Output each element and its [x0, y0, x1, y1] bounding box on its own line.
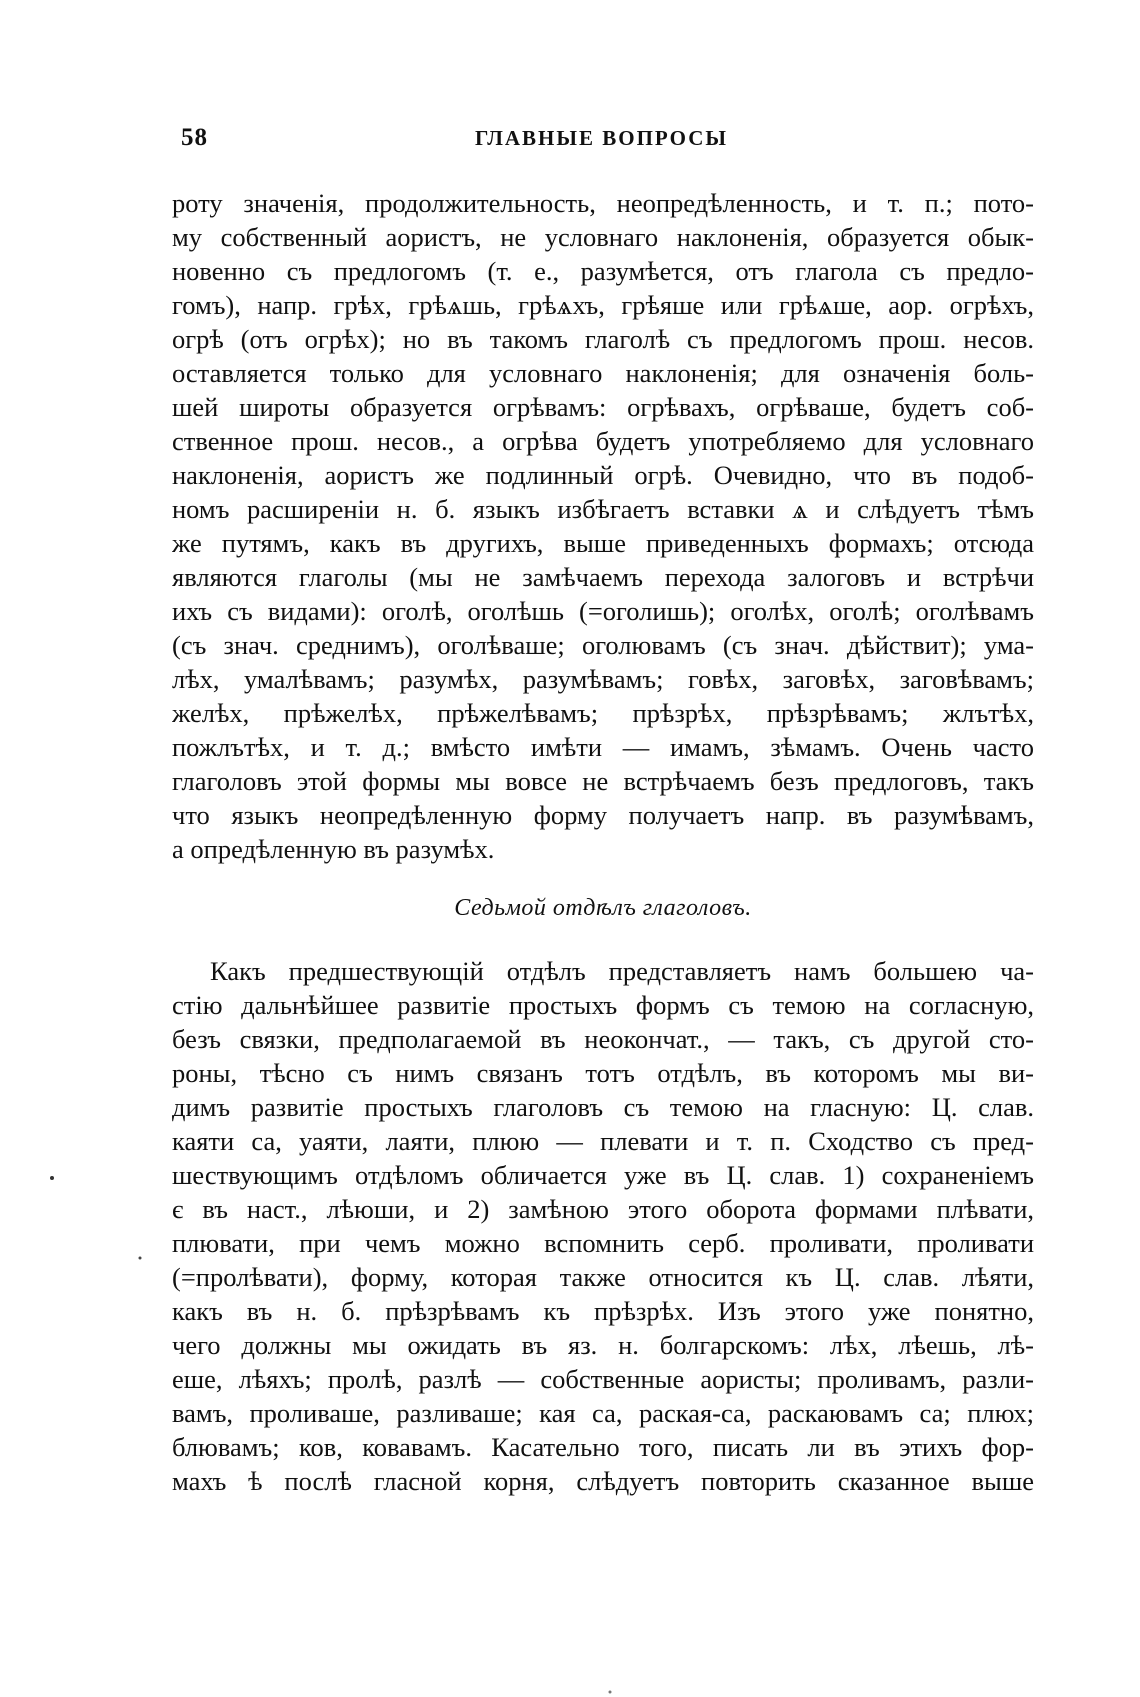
text-line: чего должны мы ожидать въ яз. н. болгарскомъ: лѣх, лѣешь, лѣ-: [172, 1330, 1034, 1360]
text-line: Какъ предшествующій отдѣлъ представляетъ намъ большею ча-: [210, 956, 1034, 986]
text-line: роны, тѣсно съ нимъ связанъ тотъ отдѣлъ, въ которомъ мы ви-: [172, 1058, 1034, 1088]
text-line: являются глаголы (мы не замѣчаемъ перехода залоговъ и встрѣчи: [172, 562, 1034, 592]
text-line: желѣх, прѣжелѣх, прѣжелѣвамъ; прѣзрѣх, прѣзрѣвамъ; жлътѣх,: [172, 698, 1034, 728]
text-line: димъ развитіе простыхъ глаголовъ съ темою на гласную: Ц. слав.: [172, 1092, 1034, 1122]
text-line: глаголовъ этой формы мы вовсе не встрѣчаемъ безъ предлоговъ, такъ: [172, 766, 1034, 796]
text-line: лѣх, умалѣвамъ; разумѣх, разумѣвамъ; говѣх, заговѣх, заговѣвамъ;: [172, 664, 1034, 694]
scan-speck: [609, 1691, 612, 1694]
text-line: наклоненія, аористъ же подлинный огрѣ. Очевидно, что въ подоб-: [172, 460, 1034, 490]
text-line: му собственный аористъ, не условнаго наклоненія, образуется обык-: [172, 222, 1034, 252]
section-heading: Седьмой отдѣлъ глаголовъ.: [454, 895, 752, 921]
text-line: номъ расширеніи н. б. языкъ избѣгаетъ вставки ѧ и слѣдуетъ тѣмъ: [172, 494, 1034, 524]
text-line: пожлътѣх, и т. д.; вмѣсто имѣти — имамъ, зѣмамъ. Очень часто: [172, 732, 1034, 762]
text-line: шествующимъ отдѣломъ обличается уже въ Ц. слав. 1) сохраненіемъ: [172, 1160, 1034, 1190]
scan-speck: [139, 1257, 142, 1260]
text-line: безъ связки, предполагаемой въ неокончат., — такъ, съ другой сто-: [172, 1024, 1034, 1054]
text-line: махъ ѣ послѣ гласной корня, слѣдуетъ повторить сказанное выше: [172, 1466, 1034, 1496]
text-line: плювати, при чемъ можно вспомнить серб. проливати, проливати: [172, 1228, 1034, 1258]
page-header: [181, 124, 1029, 164]
running-head: ГЛАВНЫЕ ВОПРОСЫ: [475, 126, 728, 150]
text-line: а опредѣленную въ разумѣх.: [172, 834, 495, 864]
text-line: еше, лѣяхъ; пролѣ, разлѣ — собственные аористы; проливамъ, разли-: [172, 1364, 1034, 1394]
text-line: гомъ), напр. грѣх, грѣѧшь, грѣѧхъ, грѣяше или грѣѧше, аор. огрѣхъ,: [172, 290, 1034, 320]
text-line: какъ въ н. б. прѣзрѣвамъ къ прѣзрѣх. Изъ этого уже понятно,: [172, 1296, 1034, 1326]
text-line: стію дальнѣйшее развитіе простыхъ формъ съ темою на согласную,: [172, 990, 1034, 1020]
text-line: что языкъ неопредѣленную форму получаетъ напр. въ разумѣвамъ,: [172, 800, 1034, 830]
text-line: оставляется только для условнаго наклоненія; для означенія боль-: [172, 358, 1034, 388]
text-line: вамъ, проливаше, разливаше; кая са, раская-са, раскаювамъ са; плюх;: [172, 1398, 1034, 1428]
text-line: каяти са, уаяти, лаяти, плюю — плевати и т. п. Сходство съ пред-: [172, 1126, 1034, 1156]
text-line: огрѣ (отъ огрѣх); но въ такомъ глаголѣ съ предлогомъ прош. несов.: [172, 324, 1034, 354]
page-number: 58: [181, 124, 208, 151]
text-line: є въ наст., лѣюши, и 2) замѣною этого оборота формами плѣвати,: [172, 1194, 1034, 1224]
text-line: шей широты образуется огрѣвамъ: огрѣвахъ, огрѣваше, будетъ соб-: [172, 392, 1034, 422]
text-line: ственное прош. несов., а огрѣва будетъ употребляемо для условнаго: [172, 426, 1034, 456]
text-line: же путямъ, какъ въ другихъ, выше приведенныхъ формахъ; отсюда: [172, 528, 1034, 558]
text-line: (съ знач. среднимъ), оголѣваше; оголювамъ (съ знач. дѣйствит); ума-: [172, 630, 1034, 660]
text-line: (=пролѣвати), форму, которая также относится къ Ц. слав. лѣяти,: [172, 1262, 1034, 1292]
paragraph-seventh-section: [172, 954, 1034, 1498]
scan-speck: [50, 1176, 54, 1180]
text-line: новенно съ предлогомъ (т. е., разумѣется, отъ глагола съ предло-: [172, 256, 1034, 286]
text-line: ихъ съ видами): оголѣ, оголѣшь (=оголишь); оголѣх, оголѣ; оголѣвамъ: [172, 596, 1034, 626]
paragraph-continued: [172, 186, 1034, 866]
text-line: роту значенія, продолжительность, неопредѣленность, и т. п.; пото-: [172, 188, 1034, 218]
text-line: блювамъ; ков, ковавамъ. Касательно того, писать ли въ этихъ фор-: [172, 1432, 1034, 1462]
